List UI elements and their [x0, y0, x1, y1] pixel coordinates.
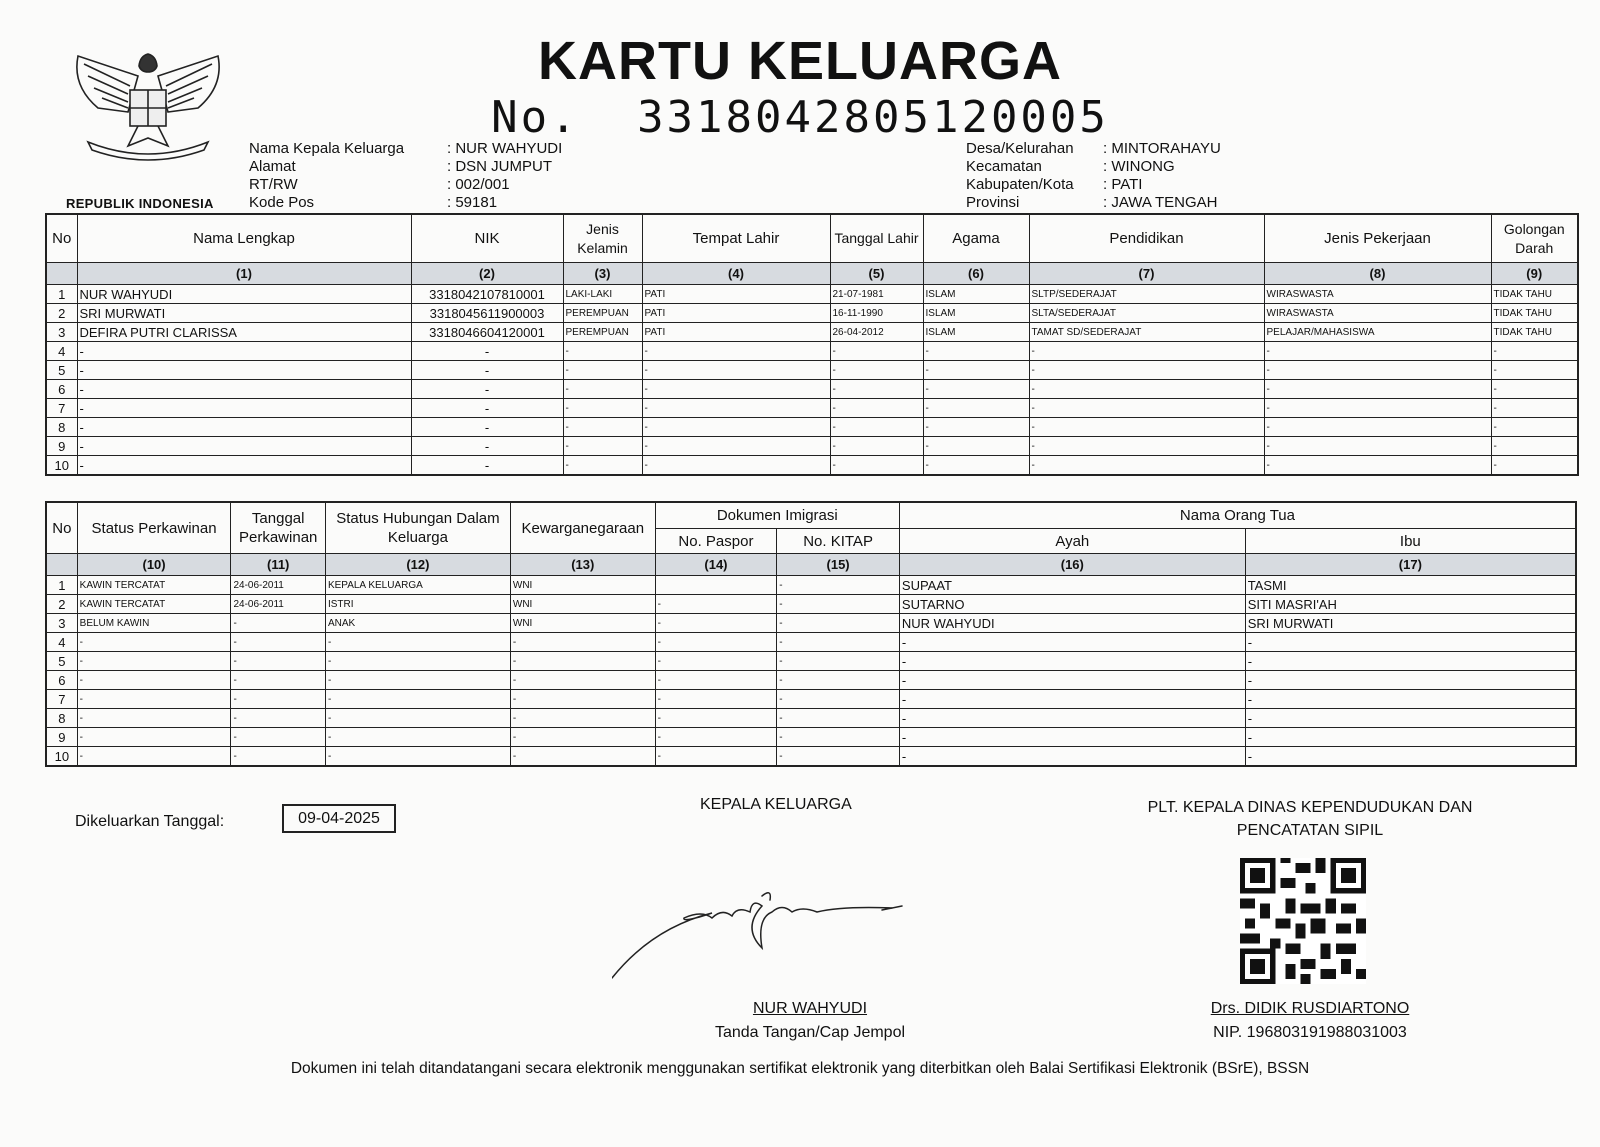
table-cell: - — [510, 671, 655, 690]
info-value: : 002/001 — [447, 176, 510, 193]
official-nip: NIP. 196803191988031003 — [1213, 1024, 1407, 1041]
table-cell: - — [77, 671, 231, 690]
table-cell: - — [777, 595, 900, 614]
table-row — [46, 633, 1576, 652]
table-cell: - — [899, 709, 1245, 728]
table-cell: TIDAK TAHU — [1491, 323, 1578, 342]
table-cell: - — [642, 418, 830, 437]
issued-date-label: Dikeluarkan Tanggal: — [75, 813, 225, 830]
table-cell: TAMAT SD/SEDERAJAT — [1029, 323, 1264, 342]
header-golongan-darah: Golongan Darah — [1491, 214, 1578, 263]
table-cell: - — [77, 690, 231, 709]
table-cell: - — [77, 342, 411, 361]
table-cell: - — [830, 456, 923, 476]
issued-date-value: 09-04-2025 — [282, 804, 396, 833]
table-cell: - — [830, 380, 923, 399]
table-cell: SRI MURWATI — [1245, 614, 1576, 633]
table-cell: TIDAK TAHU — [1491, 285, 1578, 304]
table-cell: - — [642, 361, 830, 380]
table-row — [46, 671, 1576, 690]
table-cell: - — [1029, 399, 1264, 418]
info-label: RT/RW — [249, 176, 298, 193]
header-no: No — [46, 214, 77, 263]
table-cell: - — [923, 456, 1029, 476]
table-cell: - — [77, 437, 411, 456]
table-cell: - — [777, 709, 900, 728]
column-number-cell: (15) — [777, 554, 900, 576]
header-agama: Agama — [923, 214, 1029, 263]
table-cell: 5 — [46, 361, 77, 380]
table-cell: - — [899, 671, 1245, 690]
table-cell: - — [923, 399, 1029, 418]
table-cell: - — [642, 342, 830, 361]
signature-icon — [612, 888, 917, 988]
column-number-cell: (5) — [830, 263, 923, 285]
table-cell: TIDAK TAHU — [1491, 304, 1578, 323]
header-tanggal-perkawinan: Tanggal Perkawinan — [231, 502, 325, 554]
table-cell: - — [1491, 399, 1578, 418]
table-cell: 8 — [46, 709, 77, 728]
column-number-cell: (1) — [77, 263, 411, 285]
table-cell: - — [231, 614, 325, 633]
table-row — [46, 456, 1578, 476]
table-cell: PATI — [642, 304, 830, 323]
table-cell: ISLAM — [923, 304, 1029, 323]
table-cell: - — [655, 690, 777, 709]
table-cell: - — [777, 576, 900, 595]
header-nama-lengkap: Nama Lengkap — [77, 214, 411, 263]
table-cell: 6 — [46, 671, 77, 690]
header-tempat-lahir: Tempat Lahir — [642, 214, 830, 263]
header-dokumen-imigrasi: Dokumen Imigrasi — [655, 502, 899, 529]
table-cell: SLTA/SEDERAJAT — [1029, 304, 1264, 323]
info-label: Desa/Kelurahan — [966, 140, 1074, 157]
table-row — [46, 418, 1578, 437]
table-cell: DEFIRA PUTRI CLARISSA — [77, 323, 411, 342]
table-cell: ISLAM — [923, 323, 1029, 342]
header-ayah: Ayah — [899, 529, 1245, 554]
table-cell: SUTARNO — [899, 595, 1245, 614]
info-label: Kecamatan — [966, 158, 1042, 175]
table-cell: - — [563, 437, 642, 456]
info-label: Alamat — [249, 158, 296, 175]
table-cell: - — [642, 456, 830, 476]
info-label: Provinsi — [966, 194, 1020, 211]
table-cell: - — [231, 728, 325, 747]
head-of-family-name: NUR WAHYUDI — [752, 1000, 868, 1017]
table-cell: ISTRI — [325, 595, 510, 614]
table-row — [46, 747, 1576, 767]
table-cell: - — [1245, 709, 1576, 728]
table-cell: WNI — [510, 595, 655, 614]
table-cell: SUPAAT — [899, 576, 1245, 595]
table-cell: - — [777, 728, 900, 747]
table-cell: - — [777, 614, 900, 633]
header-status-hubungan: Status Hubungan Dalam Keluarga — [325, 502, 510, 554]
column-number-cell: (4) — [642, 263, 830, 285]
table-cell: - — [830, 418, 923, 437]
table-cell: - — [655, 614, 777, 633]
table-cell: - — [655, 652, 777, 671]
table-cell: - — [563, 361, 642, 380]
table-cell: - — [411, 342, 563, 361]
table-cell: 9 — [46, 437, 77, 456]
table-cell: LAKI-LAKI — [563, 285, 642, 304]
table-cell: - — [510, 709, 655, 728]
table-cell: - — [1264, 361, 1491, 380]
table-cell: - — [510, 747, 655, 767]
table-cell: 10 — [46, 456, 77, 476]
header-no-paspor: No. Paspor — [655, 529, 777, 554]
table-cell: - — [510, 652, 655, 671]
table-cell: - — [77, 652, 231, 671]
header-pendidikan: Pendidikan — [1029, 214, 1264, 263]
table-cell: - — [231, 633, 325, 652]
info-value: : PATI — [1103, 176, 1143, 193]
table-cell: - — [77, 380, 411, 399]
column-number-cell: (17) — [1245, 554, 1576, 576]
table-cell: - — [325, 633, 510, 652]
table-cell: - — [642, 399, 830, 418]
table-cell: - — [231, 709, 325, 728]
table-cell: - — [231, 690, 325, 709]
table-cell: 3318046604120001 — [411, 323, 563, 342]
table-row — [46, 304, 1578, 323]
table-cell: - — [77, 456, 411, 476]
table-cell: - — [655, 747, 777, 767]
table-cell: - — [563, 399, 642, 418]
table-cell: SITI MASRI'AH — [1245, 595, 1576, 614]
family-info-left — [249, 140, 749, 214]
table-cell: - — [1029, 342, 1264, 361]
table-cell: 10 — [46, 747, 77, 767]
table-cell: - — [411, 380, 563, 399]
table-cell: - — [77, 418, 411, 437]
family-info-right — [966, 140, 1466, 214]
table-cell: - — [1245, 652, 1576, 671]
table-cell: - — [1029, 456, 1264, 476]
header-no-kitap: No. KITAP — [777, 529, 900, 554]
info-value: : JAWA TENGAH — [1103, 194, 1218, 211]
table-cell: - — [510, 690, 655, 709]
table-cell: 3 — [46, 614, 77, 633]
table-cell: KAWIN TERCATAT — [77, 576, 231, 595]
table-cell: - — [411, 361, 563, 380]
table-cell: TASMI — [1245, 576, 1576, 595]
table-cell: - — [231, 652, 325, 671]
table-cell: KEPALA KELUARGA — [325, 576, 510, 595]
table-cell — [655, 576, 777, 595]
table-cell: - — [231, 747, 325, 767]
table-cell: - — [830, 342, 923, 361]
table-cell: - — [411, 418, 563, 437]
table-cell: WIRASWASTA — [1264, 304, 1491, 323]
table-row — [46, 380, 1578, 399]
table-cell: PATI — [642, 285, 830, 304]
table-cell: - — [777, 671, 900, 690]
table-cell: - — [899, 690, 1245, 709]
table-cell: 3 — [46, 323, 77, 342]
header-kewarganegaraan: Kewarganegaraan — [510, 502, 655, 554]
column-number-cell: (6) — [923, 263, 1029, 285]
table-cell: - — [77, 399, 411, 418]
header-nama-orang-tua: Nama Orang Tua — [899, 502, 1576, 529]
table-row — [46, 576, 1576, 595]
table-cell: - — [1029, 380, 1264, 399]
table-cell: - — [77, 633, 231, 652]
table-cell: - — [325, 671, 510, 690]
head-of-family-title: KEPALA KELUARGA — [700, 796, 852, 813]
table-cell: - — [325, 728, 510, 747]
table-row — [46, 728, 1576, 747]
table-cell: KAWIN TERCATAT — [77, 595, 231, 614]
header-jenis-pekerjaan: Jenis Pekerjaan — [1264, 214, 1491, 263]
table-cell: 16-11-1990 — [830, 304, 923, 323]
table-cell: WNI — [510, 576, 655, 595]
table-row — [46, 285, 1578, 304]
table-row — [46, 709, 1576, 728]
document-number: 3318042805120005 — [637, 92, 1109, 143]
table-cell: - — [923, 418, 1029, 437]
table-cell: - — [77, 709, 231, 728]
table-cell: - — [923, 437, 1029, 456]
info-value: : WINONG — [1103, 158, 1175, 175]
table-cell: - — [77, 747, 231, 767]
table-cell: - — [77, 361, 411, 380]
table-row — [46, 437, 1578, 456]
table-cell: - — [1264, 380, 1491, 399]
info-value: : MINTORAHAYU — [1103, 140, 1221, 157]
table-cell: - — [923, 361, 1029, 380]
table-cell: - — [1264, 456, 1491, 476]
signature-note: Tanda Tangan/Cap Jempol — [714, 1024, 906, 1041]
table-cell: - — [510, 633, 655, 652]
column-number-cell — [46, 554, 77, 576]
table-cell: - — [510, 728, 655, 747]
table-cell: - — [777, 690, 900, 709]
table-cell: PEREMPUAN — [563, 323, 642, 342]
official-name: Drs. DIDIK RUSDIARTONO — [1210, 1000, 1410, 1017]
table-cell: - — [325, 690, 510, 709]
table-row — [46, 342, 1578, 361]
emblem-caption: REPUBLIK INDONESIA — [66, 196, 214, 211]
document-title: KARTU KELUARGA — [538, 31, 1062, 91]
column-number-cell: (11) — [231, 554, 325, 576]
header-nik: NIK — [411, 214, 563, 263]
column-number-cell: (10) — [77, 554, 231, 576]
table-cell: - — [777, 652, 900, 671]
column-number-cell: (2) — [411, 263, 563, 285]
column-number-cell: (16) — [899, 554, 1245, 576]
table-row — [46, 614, 1576, 633]
table-cell: - — [1264, 437, 1491, 456]
table-row — [46, 323, 1578, 342]
table-cell: 3318045611900003 — [411, 304, 563, 323]
column-number-cell: (14) — [655, 554, 777, 576]
table-cell: WNI — [510, 614, 655, 633]
column-number-cell: (13) — [510, 554, 655, 576]
table-cell: - — [899, 728, 1245, 747]
table-cell: WIRASWASTA — [1264, 285, 1491, 304]
table-cell: - — [1245, 728, 1576, 747]
table-cell: - — [1491, 342, 1578, 361]
table-cell: - — [1029, 418, 1264, 437]
table-row — [46, 399, 1578, 418]
info-label: Nama Kepala Keluarga — [249, 140, 405, 157]
table-cell: 3318042107810001 — [411, 285, 563, 304]
column-number-cell: (12) — [325, 554, 510, 576]
table-cell: BELUM KAWIN — [77, 614, 231, 633]
table-cell: - — [923, 342, 1029, 361]
table-cell: - — [563, 456, 642, 476]
relations-table — [45, 501, 1577, 767]
header-status-perkawinan: Status Perkawinan — [77, 502, 231, 554]
table-cell: - — [655, 671, 777, 690]
table-cell: - — [411, 399, 563, 418]
table-cell: 24-06-2011 — [231, 595, 325, 614]
table-row — [46, 652, 1576, 671]
table-cell: 7 — [46, 399, 77, 418]
table-cell: NUR WAHYUDI — [77, 285, 411, 304]
table-cell: - — [923, 380, 1029, 399]
table-cell: 7 — [46, 690, 77, 709]
table-cell: - — [1029, 437, 1264, 456]
column-number-cell: (7) — [1029, 263, 1264, 285]
table-cell: 5 — [46, 652, 77, 671]
table-cell: 21-07-1981 — [830, 285, 923, 304]
column-number-cell — [46, 263, 77, 285]
table-cell: 1 — [46, 285, 77, 304]
table-cell: - — [1264, 399, 1491, 418]
table-cell: - — [830, 361, 923, 380]
table-row — [46, 361, 1578, 380]
table-cell: 24-06-2011 — [231, 576, 325, 595]
table-cell: - — [1245, 671, 1576, 690]
table-cell: - — [899, 747, 1245, 767]
table-cell: - — [899, 633, 1245, 652]
table-cell: 4 — [46, 342, 77, 361]
table-cell: PEREMPUAN — [563, 304, 642, 323]
table-cell: - — [899, 652, 1245, 671]
table-cell: 4 — [46, 633, 77, 652]
header-tanggal-lahir: Tanggal Lahir — [830, 214, 923, 263]
table-cell: - — [1491, 418, 1578, 437]
table-cell: - — [655, 633, 777, 652]
info-value: : DSN JUMPUT — [447, 158, 552, 175]
info-label: Kabupaten/Kota — [966, 176, 1074, 193]
table-cell: - — [1264, 418, 1491, 437]
table-cell: - — [655, 709, 777, 728]
table-cell: 1 — [46, 576, 77, 595]
table-cell: - — [325, 652, 510, 671]
table-cell: - — [325, 747, 510, 767]
table-cell: - — [231, 671, 325, 690]
info-value: : NUR WAHYUDI — [447, 140, 563, 157]
table-cell: - — [77, 728, 231, 747]
document-number-prefix: No. — [491, 92, 580, 143]
table-cell: - — [1245, 747, 1576, 767]
header-ibu: Ibu — [1245, 529, 1576, 554]
official-title — [1110, 796, 1510, 842]
table-cell: NUR WAHYUDI — [899, 614, 1245, 633]
table-cell: - — [655, 595, 777, 614]
table-cell: - — [1491, 456, 1578, 476]
table-cell: 2 — [46, 595, 77, 614]
table-cell: - — [325, 709, 510, 728]
table-cell: - — [1491, 437, 1578, 456]
table-cell: - — [1029, 361, 1264, 380]
info-value: : 59181 — [447, 194, 498, 211]
official-title-line: PLT. KEPALA DINAS KEPENDUDUKAN DAN — [1147, 799, 1473, 816]
table-cell: - — [642, 380, 830, 399]
table-cell: - — [563, 342, 642, 361]
header-jenis-kelamin: Jenis Kelamin — [563, 214, 642, 263]
document-number-row — [0, 92, 1600, 143]
table-cell: 6 — [46, 380, 77, 399]
table-cell: - — [1245, 690, 1576, 709]
table-cell: - — [1491, 361, 1578, 380]
table-cell: SLTP/SEDERAJAT — [1029, 285, 1264, 304]
column-number-cell: (8) — [1264, 263, 1491, 285]
header-no: No — [46, 502, 77, 554]
table-cell: PATI — [642, 323, 830, 342]
table-cell: ISLAM — [923, 285, 1029, 304]
column-number-cell: (3) — [563, 263, 642, 285]
members-table — [45, 213, 1579, 476]
table-row — [46, 690, 1576, 709]
column-number-cell: (9) — [1491, 263, 1578, 285]
table-cell: - — [830, 399, 923, 418]
table-cell: 8 — [46, 418, 77, 437]
table-cell: - — [777, 633, 900, 652]
table-cell: - — [1245, 633, 1576, 652]
qr-code-icon — [1240, 858, 1366, 984]
table-cell: - — [563, 380, 642, 399]
table-cell: - — [1491, 380, 1578, 399]
table-cell: PELAJAR/MAHASISWA — [1264, 323, 1491, 342]
table-cell: - — [1264, 342, 1491, 361]
table-cell: - — [411, 437, 563, 456]
table-cell: - — [411, 456, 563, 476]
table-cell: 9 — [46, 728, 77, 747]
table-cell: - — [830, 437, 923, 456]
table-cell: - — [563, 418, 642, 437]
official-title-line: PENCATATAN SIPIL — [1236, 822, 1384, 839]
table-cell: - — [642, 437, 830, 456]
table-cell: SRI MURWATI — [77, 304, 411, 323]
electronic-signature-note: Dokumen ini telah ditandatangani secara elektronik menggunakan sertifikat elektronik yang diterbitkan oleh Balai Sertifikasi Elektronik (BSrE), BSSN — [290, 1060, 1310, 1077]
table-cell: - — [655, 728, 777, 747]
table-cell: - — [777, 747, 900, 767]
table-row — [46, 595, 1576, 614]
table-cell: ANAK — [325, 614, 510, 633]
table-cell: 26-04-2012 — [830, 323, 923, 342]
table-cell: 2 — [46, 304, 77, 323]
info-label: Kode Pos — [249, 194, 315, 211]
